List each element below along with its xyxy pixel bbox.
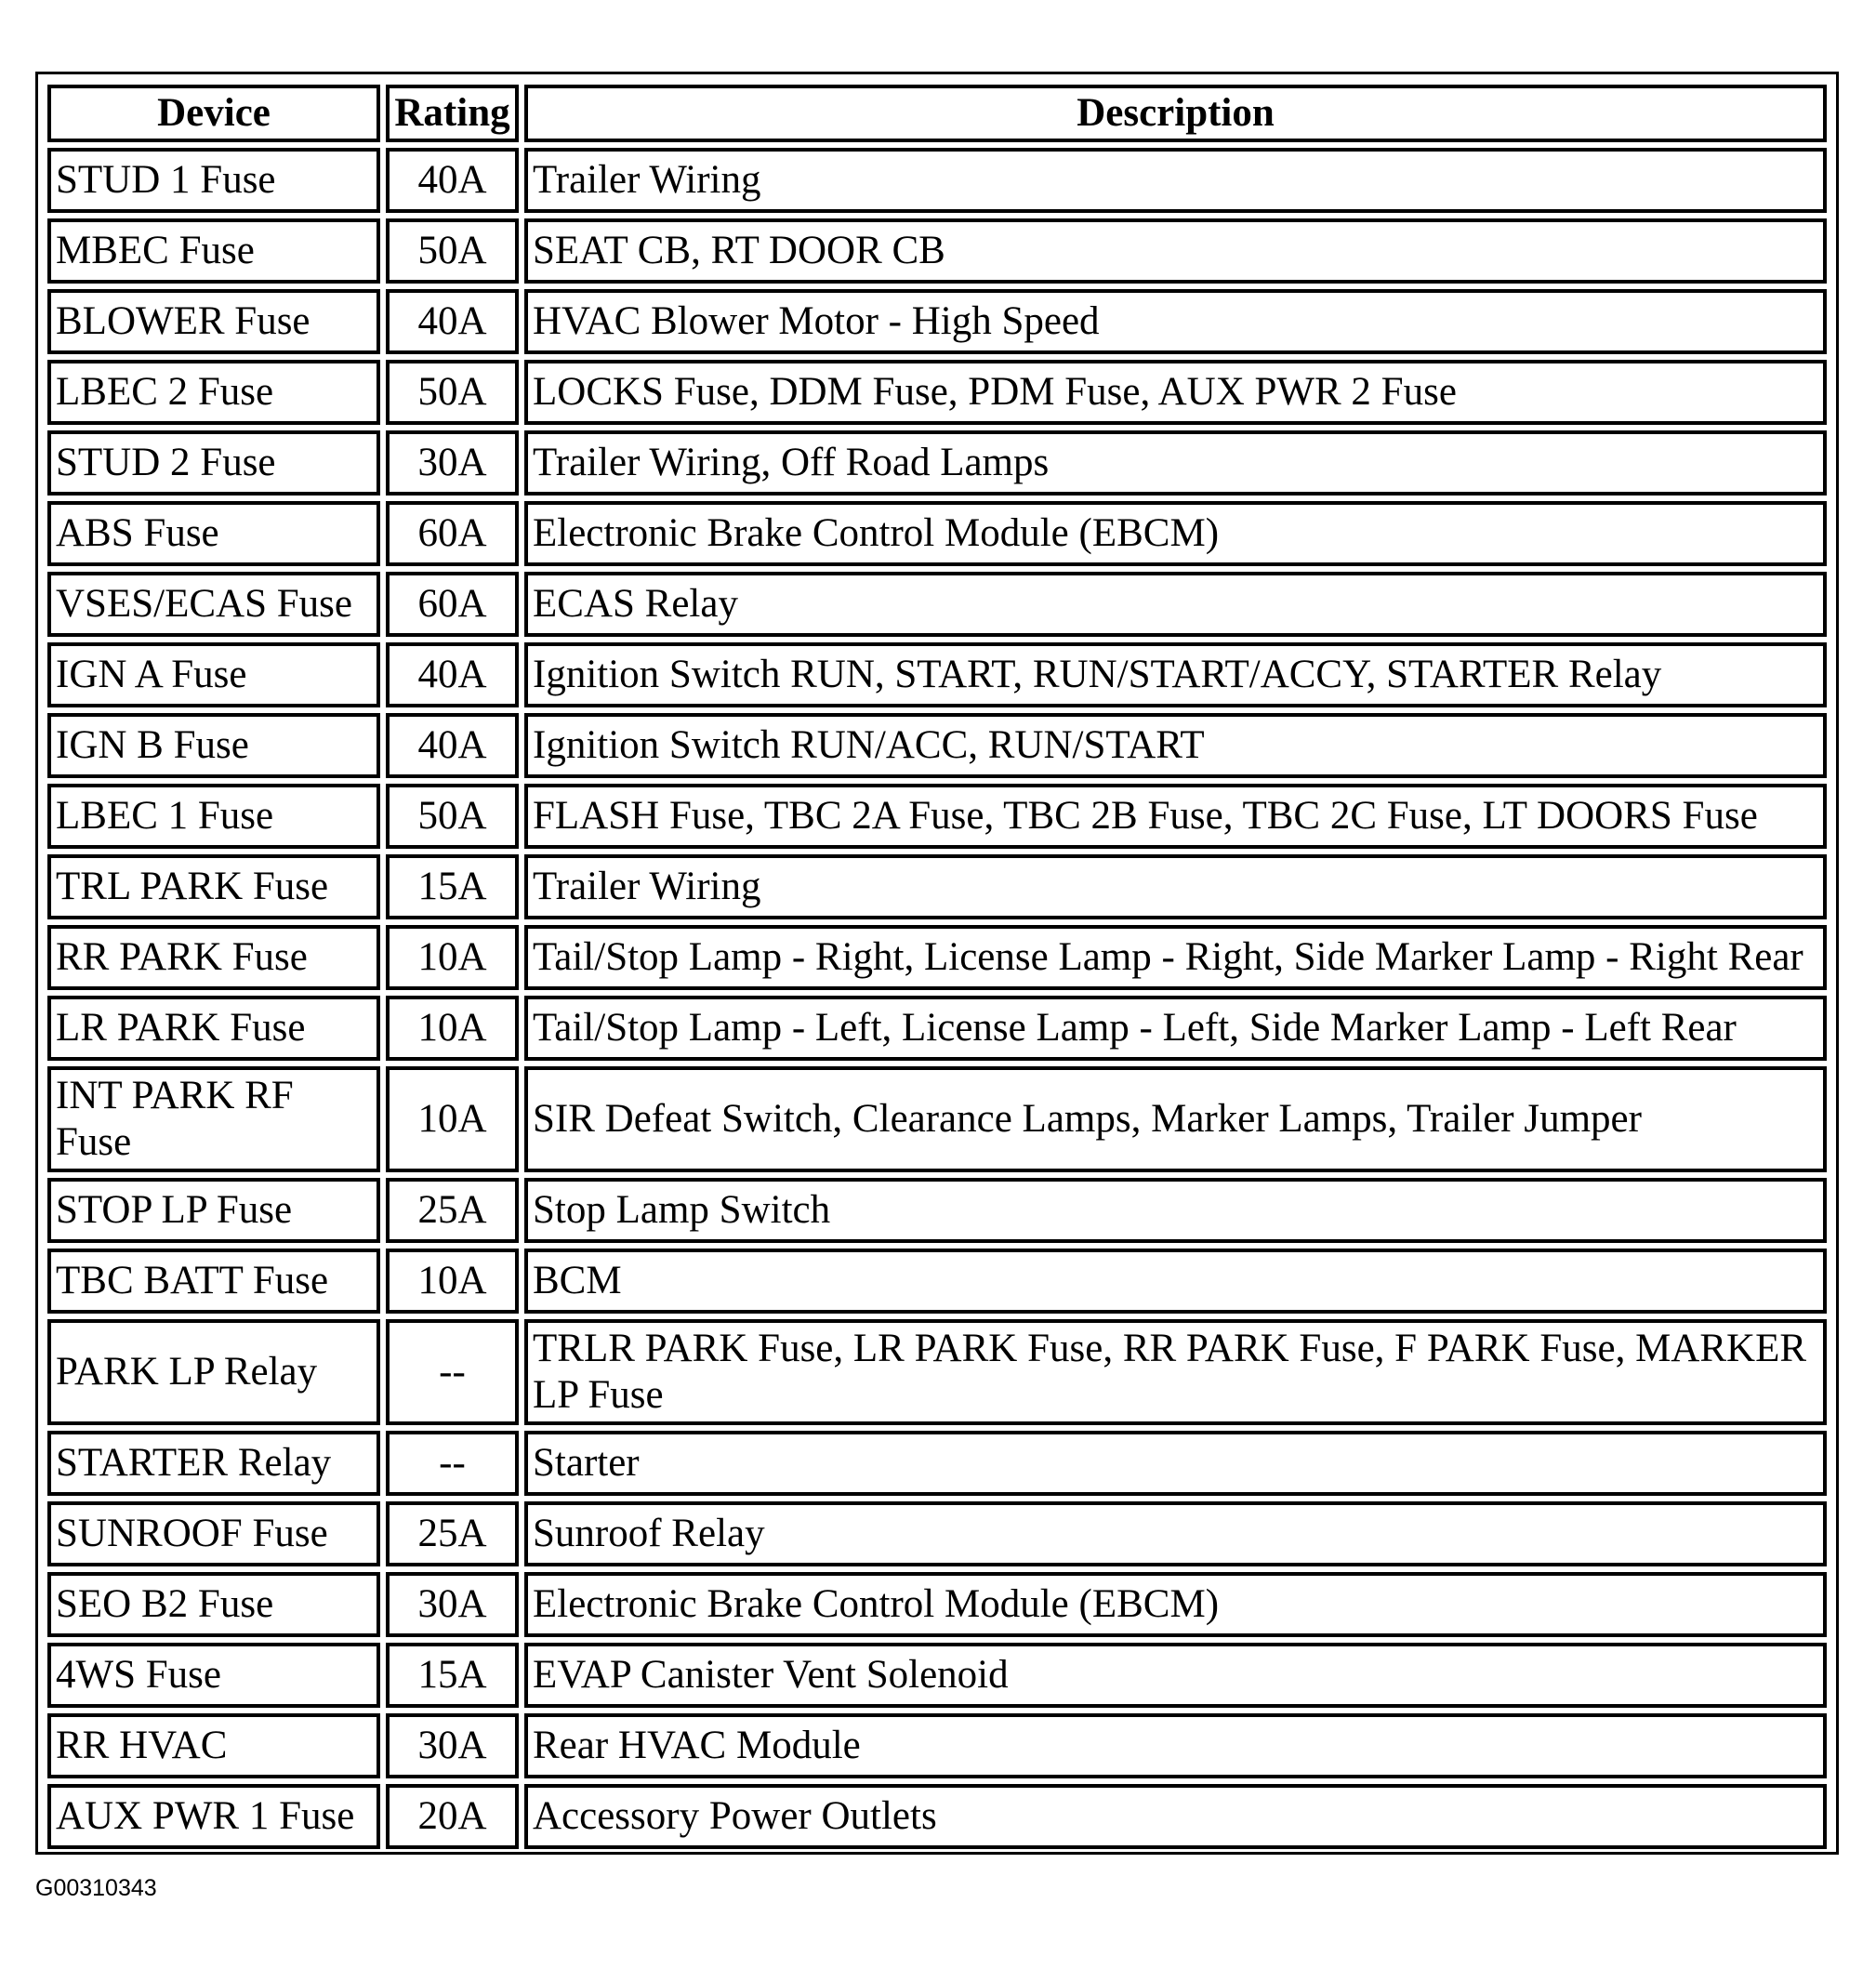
device-cell: STARTER Relay — [47, 1431, 380, 1496]
rating-cell: 40A — [386, 148, 519, 213]
description-cell: Stop Lamp Switch — [524, 1178, 1827, 1243]
device-cell: BLOWER Fuse — [47, 289, 380, 354]
rating-cell: 10A — [386, 925, 519, 990]
table-body — [47, 148, 1827, 1849]
device-cell: ABS Fuse — [47, 501, 380, 566]
description-cell: Rear HVAC Module — [524, 1713, 1827, 1778]
device-cell: IGN B Fuse — [47, 713, 380, 778]
table-row — [47, 925, 1827, 990]
description-cell: Accessory Power Outlets — [524, 1784, 1827, 1849]
rating-cell: 30A — [386, 430, 519, 496]
description-cell: SIR Defeat Switch, Clearance Lamps, Marker Lamps, Trailer Jumper — [524, 1066, 1827, 1172]
rating-cell: 30A — [386, 1713, 519, 1778]
rating-cell: 25A — [386, 1501, 519, 1566]
description-cell: Sunroof Relay — [524, 1501, 1827, 1566]
device-cell: INT PARK RF Fuse — [47, 1066, 380, 1172]
device-cell: STUD 2 Fuse — [47, 430, 380, 496]
device-cell: IGN A Fuse — [47, 642, 380, 707]
device-cell: STUD 1 Fuse — [47, 148, 380, 213]
device-cell: LBEC 2 Fuse — [47, 360, 380, 425]
description-cell: FLASH Fuse, TBC 2A Fuse, TBC 2B Fuse, TBC 2C Fuse, LT DOORS Fuse — [524, 784, 1827, 849]
device-cell: TBC BATT Fuse — [47, 1249, 380, 1314]
rating-cell: 60A — [386, 501, 519, 566]
description-cell: BCM — [524, 1249, 1827, 1314]
rating-cell: 60A — [386, 572, 519, 637]
description-cell: HVAC Blower Motor - High Speed — [524, 289, 1827, 354]
description-cell: Trailer Wiring — [524, 854, 1827, 919]
description-cell: LOCKS Fuse, DDM Fuse, PDM Fuse, AUX PWR 2 Fuse — [524, 360, 1827, 425]
device-cell: LR PARK Fuse — [47, 996, 380, 1061]
table-row — [47, 1319, 1827, 1425]
table-row — [47, 1066, 1827, 1172]
header-rating: Rating — [386, 85, 519, 142]
table-row — [47, 360, 1827, 425]
device-cell: RR HVAC — [47, 1713, 380, 1778]
device-cell: SUNROOF Fuse — [47, 1501, 380, 1566]
rating-cell: 40A — [386, 289, 519, 354]
description-cell: SEAT CB, RT DOOR CB — [524, 218, 1827, 284]
rating-cell: 10A — [386, 1066, 519, 1172]
description-cell: TRLR PARK Fuse, LR PARK Fuse, RR PARK Fuse, F PARK Fuse, MARKER LP Fuse — [524, 1319, 1827, 1425]
description-cell: Trailer Wiring, Off Road Lamps — [524, 430, 1827, 496]
table-row — [47, 784, 1827, 849]
description-cell: Ignition Switch RUN/ACC, RUN/START — [524, 713, 1827, 778]
description-cell: Tail/Stop Lamp - Left, License Lamp - Left, Side Marker Lamp - Left Rear — [524, 996, 1827, 1061]
table-row — [47, 572, 1827, 637]
rating-cell: 30A — [386, 1572, 519, 1637]
device-cell: PARK LP Relay — [47, 1319, 380, 1425]
table-row — [47, 289, 1827, 354]
description-cell: Ignition Switch RUN, START, RUN/START/ACCY, STARTER Relay — [524, 642, 1827, 707]
table-row — [47, 1784, 1827, 1849]
rating-cell: 10A — [386, 996, 519, 1061]
description-cell: Electronic Brake Control Module (EBCM) — [524, 501, 1827, 566]
device-cell: AUX PWR 1 Fuse — [47, 1784, 380, 1849]
description-cell: Starter — [524, 1431, 1827, 1496]
rating-cell: -- — [386, 1319, 519, 1425]
rating-cell: 20A — [386, 1784, 519, 1849]
table-row — [47, 430, 1827, 496]
table-row — [47, 1178, 1827, 1243]
rating-cell: -- — [386, 1431, 519, 1496]
rating-cell: 50A — [386, 784, 519, 849]
table-row — [47, 1643, 1827, 1708]
figure-id: G00310343 — [35, 1875, 157, 1901]
table-row — [47, 996, 1827, 1061]
header-row — [47, 85, 1827, 142]
rating-cell: 15A — [386, 1643, 519, 1708]
rating-cell: 50A — [386, 218, 519, 284]
table-row — [47, 1572, 1827, 1637]
description-cell: Trailer Wiring — [524, 148, 1827, 213]
header-device: Device — [47, 85, 380, 142]
description-cell: ECAS Relay — [524, 572, 1827, 637]
device-cell: TRL PARK Fuse — [47, 854, 380, 919]
table-row — [47, 218, 1827, 284]
fuse-relay-table — [42, 79, 1832, 1855]
rating-cell: 15A — [386, 854, 519, 919]
rating-cell: 25A — [386, 1178, 519, 1243]
description-cell: EVAP Canister Vent Solenoid — [524, 1643, 1827, 1708]
rating-cell: 10A — [386, 1249, 519, 1314]
device-cell: VSES/ECAS Fuse — [47, 572, 380, 637]
device-cell: SEO B2 Fuse — [47, 1572, 380, 1637]
table-row — [47, 148, 1827, 213]
device-cell: STOP LP Fuse — [47, 1178, 380, 1243]
description-cell: Tail/Stop Lamp - Right, License Lamp - Right, Side Marker Lamp - Right Rear — [524, 925, 1827, 990]
header-description: Description — [524, 85, 1827, 142]
table-row — [47, 1501, 1827, 1566]
device-cell: MBEC Fuse — [47, 218, 380, 284]
description-cell: Electronic Brake Control Module (EBCM) — [524, 1572, 1827, 1637]
device-cell: LBEC 1 Fuse — [47, 784, 380, 849]
table-row — [47, 1431, 1827, 1496]
rating-cell: 50A — [386, 360, 519, 425]
table-row — [47, 713, 1827, 778]
device-cell: RR PARK Fuse — [47, 925, 380, 990]
table-row — [47, 1249, 1827, 1314]
table-row — [47, 642, 1827, 707]
table-row — [47, 1713, 1827, 1778]
rating-cell: 40A — [386, 642, 519, 707]
rating-cell: 40A — [386, 713, 519, 778]
table-row — [47, 854, 1827, 919]
device-cell: 4WS Fuse — [47, 1643, 380, 1708]
table-row — [47, 501, 1827, 566]
